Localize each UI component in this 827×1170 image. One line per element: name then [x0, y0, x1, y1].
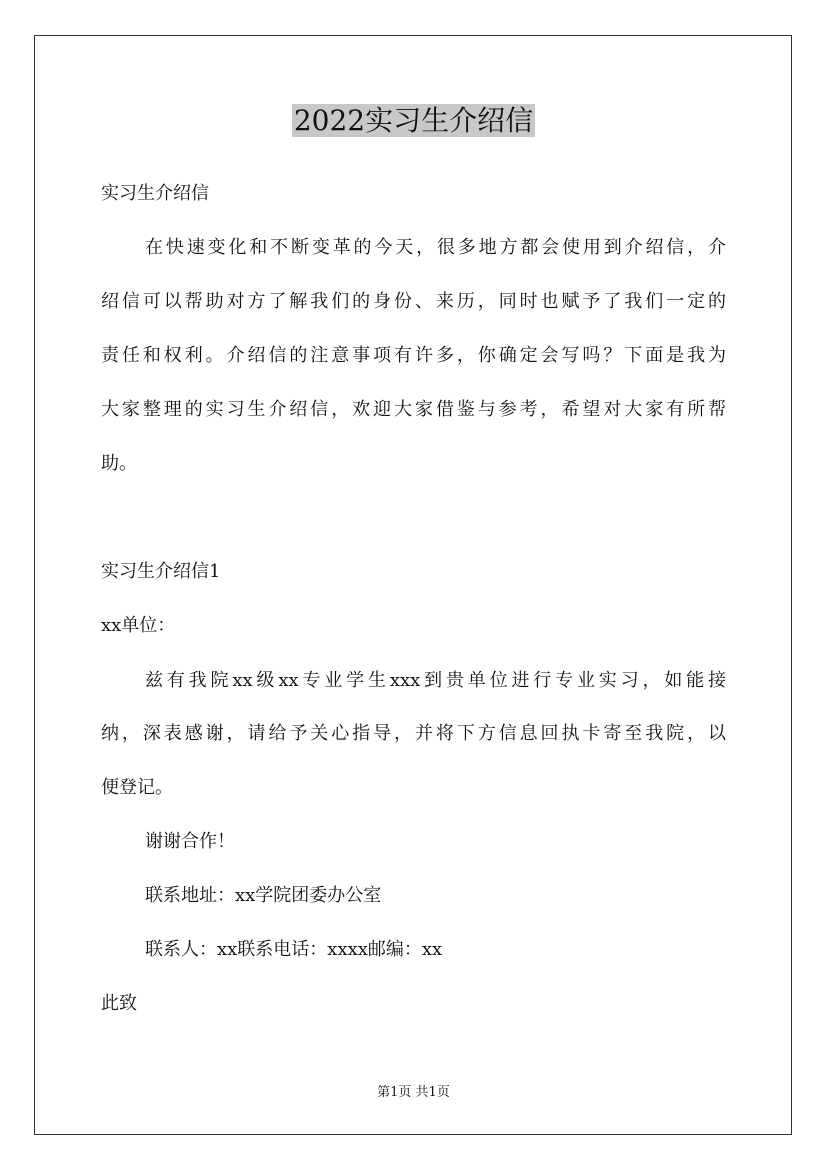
address-line: 联系地址：xx学院团委办公室: [145, 885, 382, 906]
subtitle: 实习生介绍信: [101, 183, 209, 204]
intro-line-4: 大家整理的实习生介绍信，欢迎大家借鉴与参考，希望对大家有所帮: [101, 399, 726, 420]
salutation: xx单位：: [101, 615, 176, 636]
intro-line-5: 助。: [101, 453, 137, 474]
intro-line-2: 绍信可以帮助对方了解我们的身份、来历，同时也赋予了我们一定的: [101, 291, 726, 312]
intro-line-1: 在快速变化和不断变革的今天，很多地方都会使用到介绍信，介: [145, 237, 726, 258]
thanks-line: 谢谢合作！: [145, 831, 235, 852]
document-title: 2022实习生介绍信: [293, 104, 534, 137]
body-line-2: 纳，深表感谢，请给予关心指导，并将下方信息回执卡寄至我院，以: [101, 723, 726, 744]
contact-line: 联系人：xx联系电话：xxxx邮编：xx: [145, 939, 443, 960]
section-heading: 实习生介绍信1: [101, 561, 221, 582]
closing-line: 此致: [101, 993, 137, 1014]
body-line-1: 兹有我院xx级xx专业学生xxx到贵单位进行专业实习，如能接: [145, 670, 726, 691]
page-footer: 第1页 共1页: [377, 1085, 450, 1100]
intro-line-3: 责任和权利。介绍信的注意事项有许多，你确定会写吗？下面是我为: [101, 345, 726, 366]
body-line-3: 便登记。: [101, 777, 173, 798]
